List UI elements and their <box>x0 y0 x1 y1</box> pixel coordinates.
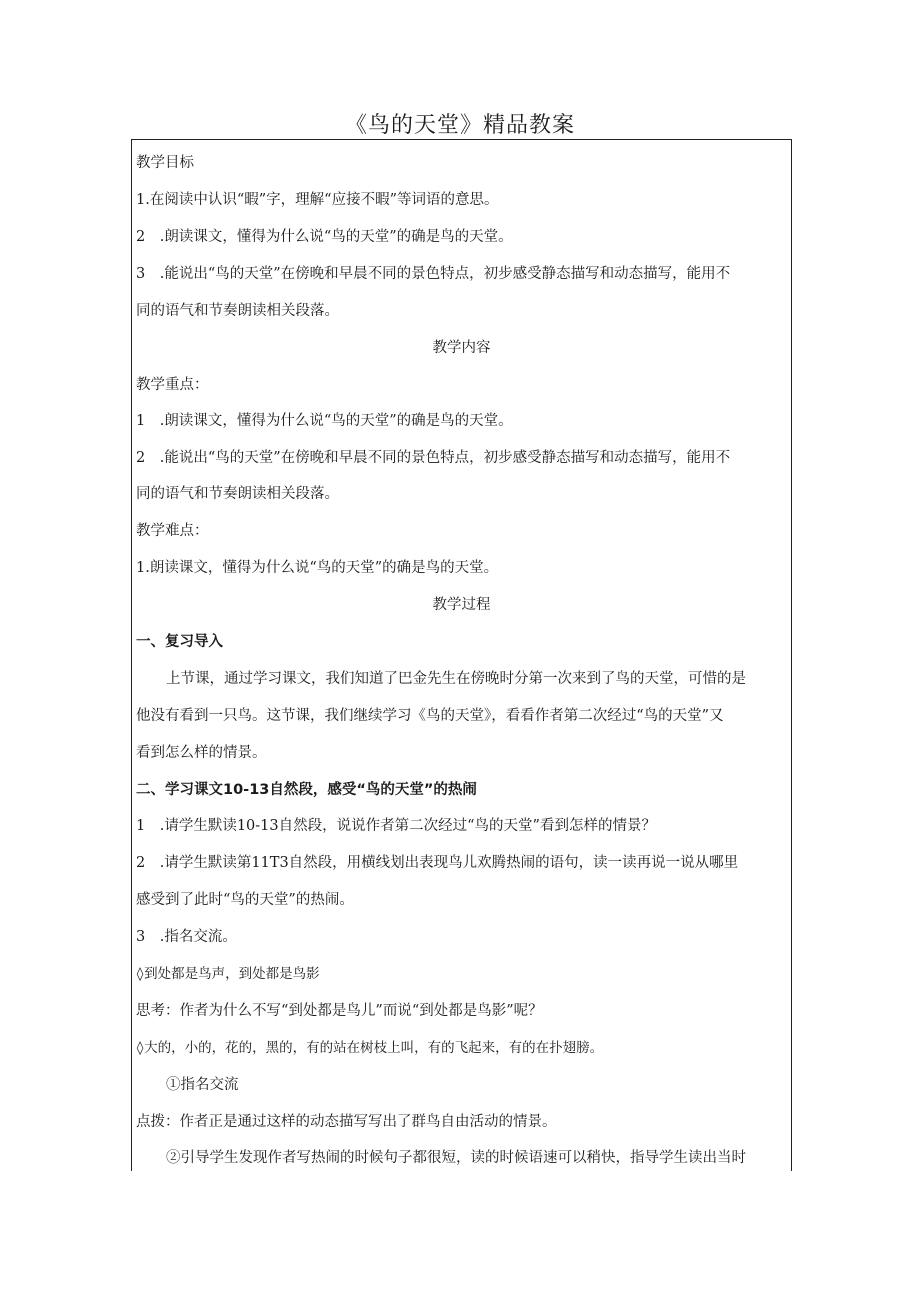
guidance-note: 点拨：作者正是通过这样的动态描写写出了群鸟自由活动的情景。 <box>136 1114 557 1130</box>
goal-item-2: 2 .朗读课文，懂得为什么说“鸟的天堂”的确是鸟的天堂。 <box>136 229 513 245</box>
goal-item-1: 1.在阅读中认识“暇”字，理解“应接不暇”等词语的意思。 <box>136 192 499 208</box>
step-heading-review: 一、复习导入 <box>136 634 223 650</box>
goal-item-3-cont: 同的语气和节奏朗读相关段落。 <box>136 303 339 319</box>
section-heading-content: 教学内容 <box>432 340 491 356</box>
step-heading-study: 二、学习课文10-13自然段，感受“鸟的天堂”的热闹 <box>136 782 477 798</box>
sub-step-2: ②引导学生发现作者写热闹的时候句子都很短，读的时候语速可以稍快，指导学生读出当时 <box>166 1150 746 1166</box>
difficulty-1: 1.朗读课文，懂得为什么说“鸟的天堂”的确是鸟的天堂。 <box>136 560 499 576</box>
study-item-3: 3 .指名交流。 <box>136 929 237 945</box>
study-item-2-cont: 感受到了此时“鸟的天堂”的热闹。 <box>136 892 354 908</box>
quote-1: ◊到处都是鸟声，到处都是鸟影 <box>136 966 320 982</box>
study-item-1: 1 .请学生默读10-13自然段，说说作者第二次经过“鸟的天堂”看到怎样的情景？ <box>136 818 656 834</box>
paragraph-line-2: 他没有看到一只鸟。这节课，我们继续学习《鸟的天堂》，看看作者第二次经过“鸟的天堂”又 <box>136 708 724 724</box>
question-1: 思考：作者为什么不写“到处都是鸟儿”而说“到处都是鸟影”呢？ <box>136 1003 543 1019</box>
section-heading-goals: 教学目标 <box>136 155 194 171</box>
study-item-2: 2 .请学生默读第11T3自然段，用横线划出表现鸟儿欢腾热闹的语句，读一读再说一说从哪里 <box>136 855 739 871</box>
section-heading-key-points: 教学重点： <box>136 377 209 393</box>
sub-step-1: ①指名交流 <box>166 1077 239 1093</box>
lesson-plan-table <box>131 139 792 1171</box>
section-heading-difficulties: 教学难点： <box>136 523 209 539</box>
quote-2: ◊大的，小的，花的，黑的，有的站在树枝上叫，有的飞起来，有的在扑翅膀。 <box>136 1040 604 1056</box>
document-title: 《鸟的天堂》精品教案 <box>344 113 575 138</box>
section-heading-process: 教学过程 <box>432 597 491 613</box>
paragraph-line-1: 上节课，通过学习课文，我们知道了巴金先生在傍晚时分第一次来到了鸟的天堂，可惜的是 <box>166 671 746 687</box>
goal-item-3: 3 .能说出“鸟的天堂”在傍晚和早晨不同的景色特点，初步感受静态描写和动态描写，能用不 <box>136 266 731 282</box>
key-point-2-cont: 同的语气和节奏朗读相关段落。 <box>136 486 339 502</box>
key-point-2: 2 .能说出“鸟的天堂”在傍晚和早晨不同的景色特点，初步感受静态描写和动态描写，能用不 <box>136 450 731 466</box>
paragraph-line-3: 看到怎么样的情景。 <box>136 745 267 761</box>
key-point-1: 1 .朗读课文，懂得为什么说“鸟的天堂”的确是鸟的天堂。 <box>136 413 513 429</box>
